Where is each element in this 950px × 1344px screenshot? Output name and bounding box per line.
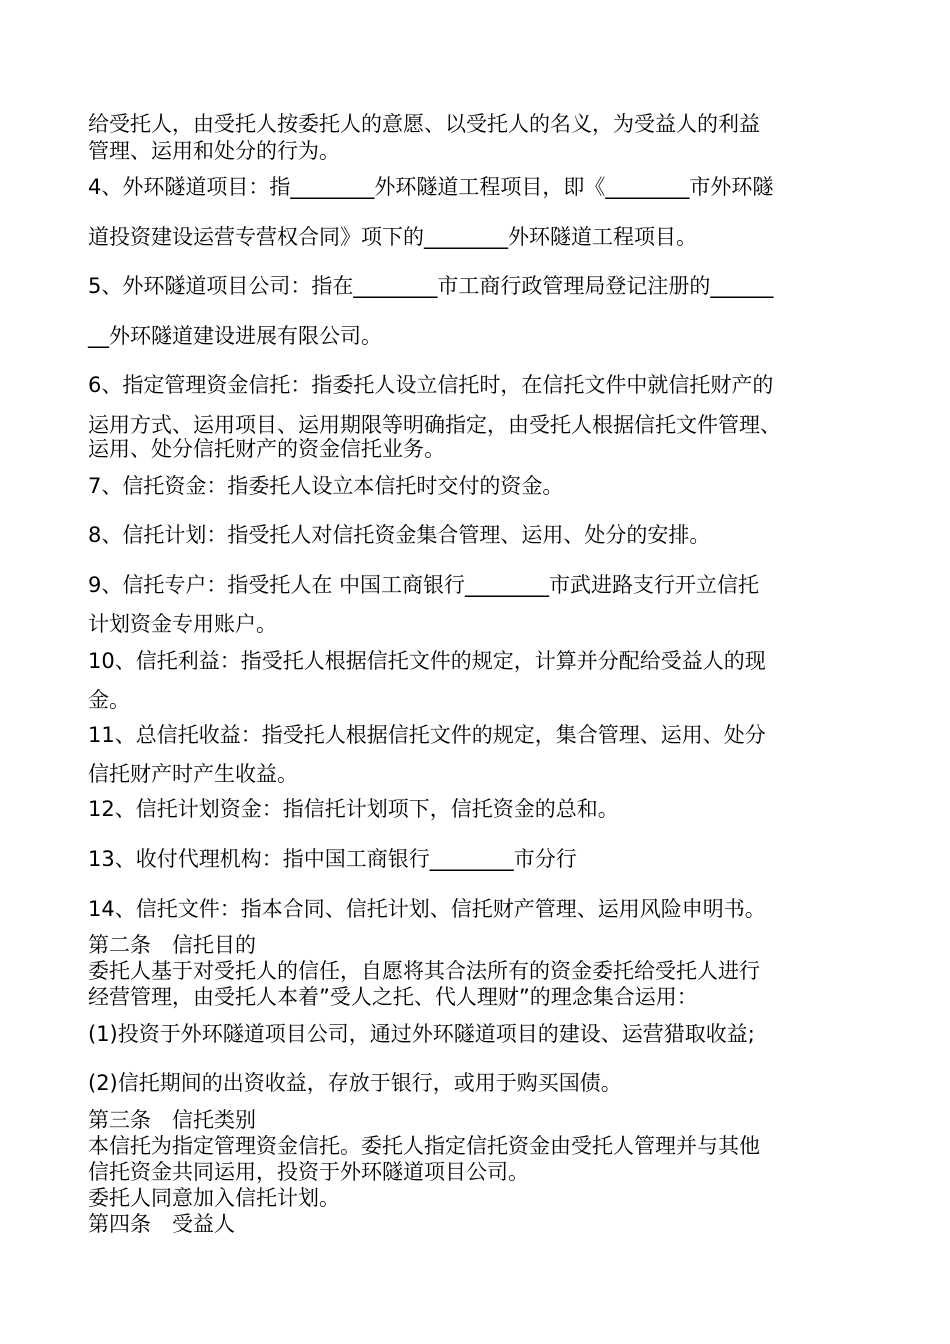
text-line: 14、信托文件：指本合同、信托计划、信托财产管理、运用风险申明书。	[88, 897, 766, 921]
text-line: 运用、处分信托财产的资金信托业务。	[88, 437, 445, 461]
text-line: 8、信托计划：指受托人对信托资金集合管理、运用、处分的安排。	[88, 523, 711, 547]
text-line: 管理、运用和处分的行为。	[88, 139, 340, 163]
text-line: 本信托为指定管理资金信托。委托人指定信托资金由受托人管理并与其他	[88, 1134, 760, 1158]
text-line: 给受托人，由受托人按委托人的意愿、以受托人的名义，为受益人的利益	[88, 112, 760, 136]
text-line: 9、信托专户：指受托人在 中国工商银行________市武进路支行开立信托	[88, 573, 760, 597]
text-line: 7、信托资金：指委托人设立本信托时交付的资金。	[88, 474, 564, 498]
text-line: (2)信托期间的出资收益，存放于银行，或用于购买国债。	[88, 1071, 622, 1095]
text-line: 运用方式、运用项目、运用期限等明确指定，由受托人根据信托文件管理、	[88, 413, 781, 437]
text-line: 道投资建设运营专营权合同》项下的________外环隧道工程项目。	[88, 225, 697, 249]
text-line: 13、收付代理机构：指中国工商银行________市分行	[88, 847, 577, 871]
text-line: 委托人基于对受托人的信任，自愿将其合法所有的资金委托给受托人进行	[88, 959, 760, 983]
text-line: 信托资金共同运用，投资于外环隧道项目公司。	[88, 1160, 529, 1184]
text-line: 信托财产时产生收益。	[88, 762, 298, 786]
text-line: 金。	[88, 688, 130, 712]
section-heading: 第三条 信托类别	[88, 1108, 256, 1132]
text-line: __外环隧道建设进展有限公司。	[88, 324, 382, 348]
section-heading: 第四条 受益人	[88, 1212, 235, 1236]
text-line: 经营管理，由受托人本着”受人之托、代人理财”的理念集合运用：	[88, 985, 698, 1009]
text-line: 计划资金专用账户。	[88, 612, 277, 636]
section-heading: 第二条 信托目的	[88, 933, 256, 957]
text-line: 12、信托计划资金：指信托计划项下，信托资金的总和。	[88, 797, 619, 821]
text-line: 10、信托利益：指受托人根据信托文件的规定，计算并分配给受益人的现	[88, 649, 766, 673]
text-line: (1)投资于外环隧道项目公司，通过外环隧道项目的建设、运营猎取收益;	[88, 1022, 755, 1046]
text-line: 6、指定管理资金信托：指委托人设立信托时，在信托文件中就信托财产的	[88, 373, 774, 397]
text-line: 5、外环隧道项目公司：指在________市工商行政管理局登记注册的______	[88, 274, 774, 298]
text-line: 11、总信托收益：指受托人根据信托文件的规定，集合管理、运用、处分	[88, 723, 766, 747]
text-line: 4、外环隧道项目：指________外环隧道工程项目，即《________市外环隧	[88, 175, 774, 199]
text-line: 委托人同意加入信托计划。	[88, 1186, 340, 1210]
